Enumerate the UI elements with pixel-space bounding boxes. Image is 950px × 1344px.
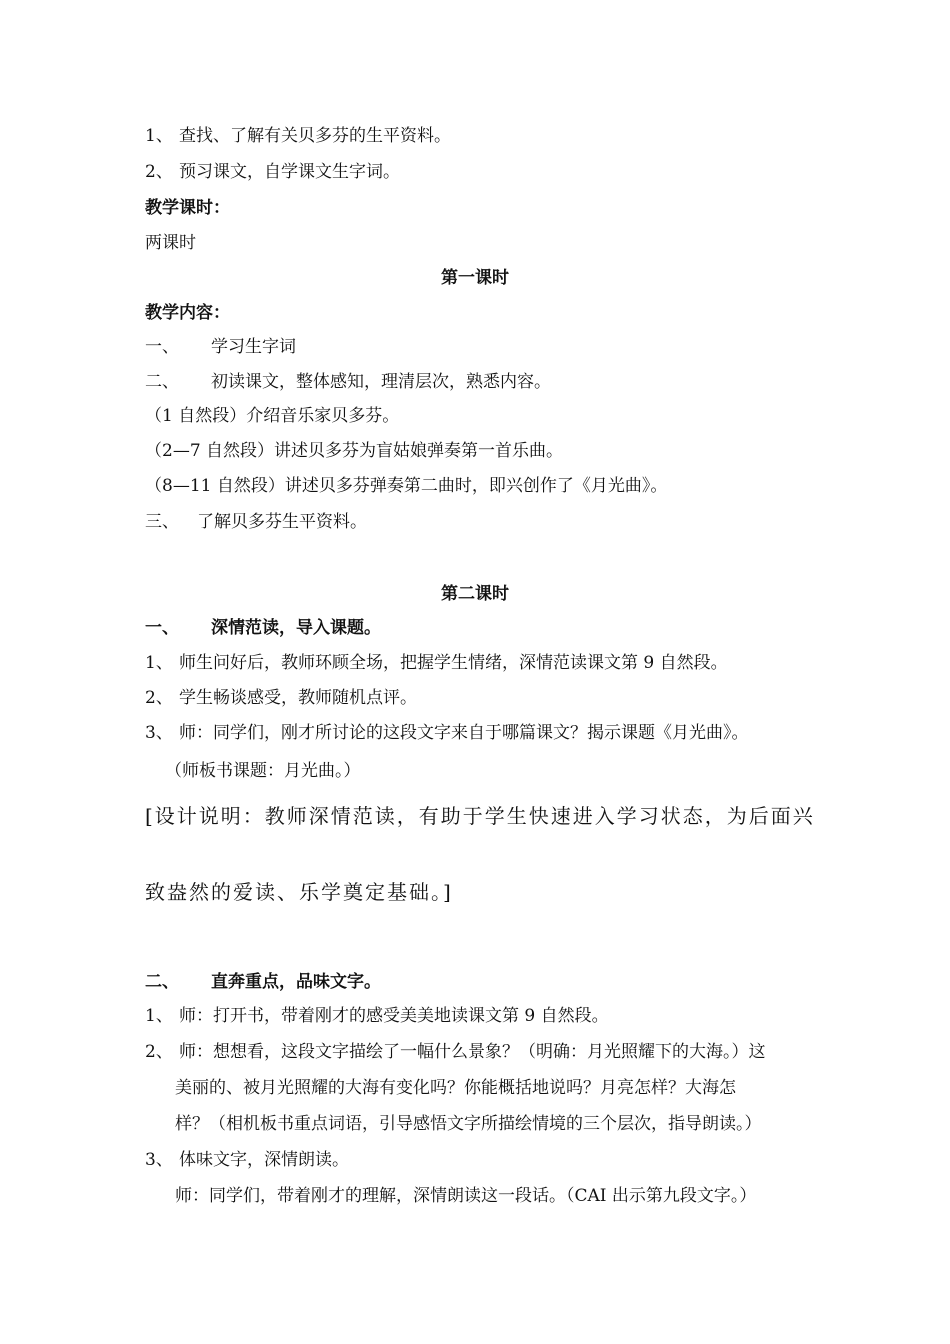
section1-heading <box>145 616 381 640</box>
hours-value: 两课时 <box>145 233 196 253</box>
section1-step-3 <box>145 721 749 745</box>
lesson1-para-1: （1 自然段）介绍音乐家贝多芬。 <box>145 406 400 426</box>
section2-step-3 <box>145 1148 349 1172</box>
lesson2-title: 第二课时 <box>441 584 509 604</box>
list-text: 查找、了解有关贝多芬的生平资料。 <box>179 126 451 146</box>
section1-step-1 <box>145 651 728 675</box>
list-number: 三、 <box>145 512 179 532</box>
section-number: 二、 <box>145 972 179 992</box>
list-number: 1、 <box>145 126 173 146</box>
list-number: 2、 <box>145 688 173 708</box>
section2-step-2-cont-1: 美丽的、被月光照耀的大海有变化吗？你能概括地说吗？月亮怎样？大海怎 <box>175 1078 736 1098</box>
prep-item-2 <box>145 160 400 184</box>
list-number: 3、 <box>145 1150 173 1170</box>
lesson1-item-1 <box>145 335 296 359</box>
list-number: 2、 <box>145 162 173 182</box>
board-note: （师板书课题：月光曲。） <box>165 761 361 781</box>
lesson1-item-2 <box>145 370 551 394</box>
list-text: 了解贝多芬生平资料。 <box>197 512 367 532</box>
lesson1-content-heading: 教学内容： <box>145 303 230 323</box>
section2-heading <box>145 970 381 994</box>
list-text: 师生问好后，教师环顾全场，把握学生情绪，深情范读课文第 9 自然段。 <box>179 653 728 673</box>
list-number: 1、 <box>145 1006 173 1026</box>
list-number: 二、 <box>145 372 179 392</box>
lesson1-item-3 <box>145 510 367 534</box>
section-title: 直奔重点，品味文字。 <box>211 972 381 992</box>
prep-item-1 <box>145 124 451 148</box>
list-text: 师：打开书，带着刚才的感受美美地读课文第 9 自然段。 <box>179 1006 609 1026</box>
design-note-line-1: [设计说明：教师深情范读，有助于学生快速进入学习状态，为后面兴 <box>145 804 815 828</box>
lesson1-para-2: （2—7 自然段）讲述贝多芬为盲姑娘弹奏第一首乐曲。 <box>145 441 564 461</box>
list-number: 1、 <box>145 653 173 673</box>
section1-step-2 <box>145 686 417 710</box>
list-text: 师：同学们，刚才所讨论的这段文字来自于哪篇课文？揭示课题《月光曲》。 <box>179 723 749 743</box>
list-text: 预习课文，自学课文生字词。 <box>179 162 400 182</box>
section2-step-3-sub: 师：同学们，带着刚才的理解，深情朗读这一段话。（CAI 出示第九段文字。） <box>175 1186 757 1206</box>
section-title: 深情范读，导入课题。 <box>211 618 381 638</box>
section-number: 一、 <box>145 618 179 638</box>
design-note-line-2: 致盎然的爱读、乐学奠定基础。] <box>145 880 453 904</box>
list-number: 2、 <box>145 1042 173 1062</box>
list-text: 学生畅谈感受，教师随机点评。 <box>179 688 417 708</box>
list-text: 体味文字，深情朗读。 <box>179 1150 349 1170</box>
list-number: 3、 <box>145 723 173 743</box>
list-text: 初读课文，整体感知，理清层次，熟悉内容。 <box>211 372 551 392</box>
lesson1-para-3: （8—11 自然段）讲述贝多芬弹奏第二曲时，即兴创作了《月光曲》。 <box>145 476 668 496</box>
section2-step-2 <box>145 1040 766 1064</box>
list-text: 学习生字词 <box>211 337 296 357</box>
section2-step-1 <box>145 1004 609 1028</box>
list-number: 一、 <box>145 337 179 357</box>
hours-heading: 教学课时： <box>145 198 230 218</box>
lesson1-title: 第一课时 <box>441 268 509 288</box>
list-text: 师：想想看，这段文字描绘了一幅什么景象？（明确：月光照耀下的大海。）这 <box>179 1042 766 1062</box>
section2-step-2-cont-2: 样？（相机板书重点词语，引导感悟文字所描绘情境的三个层次，指导朗读。） <box>175 1114 762 1134</box>
